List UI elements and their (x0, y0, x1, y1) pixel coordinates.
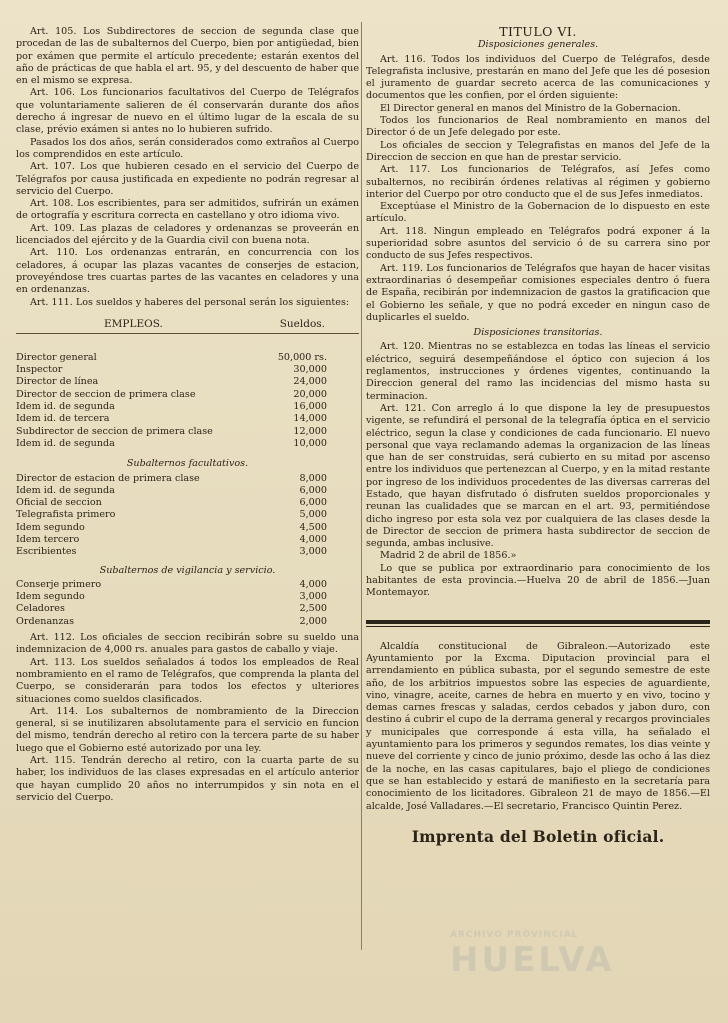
employment-name: Idem id. de segunda (16, 437, 115, 449)
employment-name: Idem id. de tercera (16, 413, 110, 425)
subalternos-vigilancia-heading: Subalternos de vigilancia y servicio. (99, 564, 276, 576)
employment-name: Oficial de seccion (16, 497, 102, 509)
salary-amount: 12,000 (293, 425, 327, 437)
salary-row (16, 591, 359, 603)
salary-amount: 50,000 rs. (277, 351, 327, 363)
salary-table-main (16, 352, 359, 450)
article-121: Art. 121. Con arreglo á lo que dispone la ley de presupuestos vigente, se refundirá el personal de la telegrafía óptica en el servicio eléctrico, segun la clase y condiciones de cada funcionario. El nuevo personal que vaya reclamando ademas la organizacion de las líneas que han de ser construidas, será cubierto en su mitad por ascenso entre los individuos que pertenezcan al Cuerpo, y en la mitad restante por ingreso de los individuos procedentes de las diversas carreras del Estado, que hayan disfrutado ó disfruten sueldos proporcionales y reunan las cualidades que se marcan en el art. 93, permitiéndose dicho ingreso por esta sola vez por cualquiera de las clases desde la de Director de seccion de primera hasta subdirector de seccion de segunda, ambas inclusive. (366, 402, 710, 550)
salary-amount: 8,000 (299, 472, 327, 484)
article-119: Art. 119. Los funcionarios de Telégrafos que hayan de hacer visitas extraordinarias ó desempeñar comisiones especiales dentro ó fuera de España, recibirán por indemnizacion de gastos la gratificacion que el Gobierno les señale, y que no podrá exceder en ningun caso de duplicarles el sueldo. (366, 262, 710, 323)
salary-row (16, 546, 359, 558)
salary-row (16, 401, 359, 413)
salary-amount: 6,000 (299, 484, 327, 496)
salary-row (16, 389, 359, 401)
publication-note: Lo que se publica por extraordinario para conocimiento de los habitantes de esta provincia.—Huelva 20 de abril de 1856.—Juan Montemayor. (366, 562, 710, 599)
article-116-a: El Director general en manos del Ministro de la Gobernacion. (380, 102, 681, 114)
employment-name: Celadores (16, 603, 65, 615)
salary-table-header (16, 317, 359, 334)
employment-name: Ordenanzas (16, 615, 75, 627)
salary-amount: 14,000 (293, 413, 327, 425)
salary-row (16, 364, 359, 376)
employment-name: Idem id. de segunda (16, 401, 115, 413)
salary-amount: 20,000 (293, 388, 327, 400)
right-column (366, 24, 710, 846)
salary-amount: 4,000 (299, 578, 327, 590)
salary-amount: 2,000 (299, 615, 327, 627)
salary-amount: 3,000 (299, 546, 327, 558)
salary-row (16, 522, 359, 534)
salary-amount: 2,500 (299, 603, 327, 615)
salary-table-facultativos (16, 473, 359, 559)
article-117: Art. 117. Los funcionarios de Telégrafos, así Jefes como subalternos, no recibirán órdenes relativas al régimen y gobierno interior del Cuerpo por otro conducto que el de sus Jefes inmediatos. (366, 164, 710, 200)
salary-row (16, 438, 359, 450)
salary-row (16, 352, 359, 364)
salary-amount: 3,000 (299, 591, 327, 603)
article-115: Art. 115. Tendrán derecho al retiro, con la cuarta parte de su haber, los individuos de las clases expresadas en el artículo anterior que hayan cumplido 20 años no interrumpidos y sin nota en el servicio del Cuerpo. (16, 755, 359, 803)
article-116-c: Los oficiales de seccion y Telegrafistas en manos del Jefe de la Direccion de seccion en que han de prestar servicio. (366, 139, 710, 163)
column-divider (361, 22, 362, 950)
article-116: Art. 116. Todos los individuos del Cuerpo de Telégrafos, desde Telegrafista inclusive, prestarán en mano del Jefe que les dé posesion el juramento de guardar secreto acerca de las comunicaciones y documentos que les confien, por el órden siguiente: (366, 53, 710, 102)
employment-name: Director general (16, 351, 97, 363)
alcaldia-notice: Alcaldía constitucional de Gibraleon.—Autorizado este Ayuntamiento por la Excma. Diputacion provincial para el arrendamiento en pública subasta, por el segundo semestre de este año, de los arbitrios impuestos sobre las especies de aguardiente, vino, vinagre, aceite, carnes de hebra en muerto y en vivo, tocino y demas carnes frescas y saladas, cerdos cebados y jabon duro, con destino á cubrir el cupo de la derrama general y recargos provinciales y municipales que corresponde á esta villa, ha señalado el ayuntamiento para los primeros y segundos remates, los dias veinte y nueve del corriente y cinco de junio próximo, desde las ocho á las diez de la noche, en las casas capitulares, bajo el pliego de condiciones que se han establecido y estará de manifiesto en la secretaría para conocimiento de los licitadores. Gibraleon 21 de mayo de 1856.—El alcalde, José Valladares.—El secretario, Francisco Quintin Perez. (366, 640, 710, 812)
empleos-heading: EMPLEOS. (104, 317, 163, 330)
salary-row (16, 579, 359, 591)
salary-row (16, 426, 359, 438)
article-106: Art. 106. Los funcionarios facultativos del Cuerpo de Telégrafos que voluntariamente salieren de él conservarán durante dos años derecho á ingresar de nuevo en el último lugar de la escala de su clase, prévio exámen si antes no lo hubieren sufrido. (16, 87, 359, 136)
sueldos-heading: Sueldos. (279, 317, 325, 330)
salary-amount: 6,000 (299, 497, 327, 509)
article-107: Art. 107. Los que hubieren cesado en el servicio del Cuerpo de Telégrafos por causa justificada en expediente no podrán regresar al servicio del Cuerpo. (16, 161, 359, 197)
employment-name: Subdirector de seccion de primera clase (16, 425, 213, 437)
salary-row (16, 413, 359, 425)
article-105: Art. 105. Los Subdirectores de seccion de segunda clase que procedan de las de subalternos del Cuerpo, bien por antigüedad, bien por exámen que permite el artículo precedente; estarán exentos del año de prácticas de que habla el art. 95, y del descuento de haber que en el mismo se expresa. (16, 26, 360, 87)
employment-name: Director de seccion de primera clase (16, 388, 196, 400)
article-106-cont: Pasados los dos años, serán considerados como extraños al Cuerpo los comprendidos en este artículo. (16, 136, 359, 160)
salary-amount: 5,000 (299, 509, 327, 521)
article-117-a: Exceptúase el Ministro de la Gobernacion de lo dispuesto en este artículo. (366, 201, 710, 225)
salary-amount: 16,000 (293, 401, 327, 413)
employment-name: Idem tercero (16, 533, 80, 545)
decree-date: Madrid 2 de abril de 1856.» (380, 550, 517, 562)
article-109: Art. 109. Las plazas de celadores y ordenanzas se proveerán en licenciados del ejército y de la Guardia civil con buena nota. (16, 222, 359, 247)
salary-row (16, 497, 359, 509)
salary-row (16, 534, 359, 546)
salary-row (16, 473, 359, 485)
employment-name: Conserje primero (16, 578, 102, 590)
employment-name: Director de línea (16, 376, 99, 388)
salary-table-vigilancia (16, 579, 359, 628)
titulo-heading: TITULO VI. (499, 24, 577, 39)
subalternos-facultativos-heading: Subalternos facultativos. (126, 458, 249, 470)
printer-imprint: Imprenta del Boletin oficial. (411, 826, 665, 846)
left-column (16, 26, 359, 804)
salary-amount: 24,000 (293, 376, 327, 388)
article-114: Art. 114. Los subalternos de nombramiento de la Direccion general, si se inutilizaren absolutamente para el servicio en funcion del mismo, tendrán derecho al retiro con la tercera parte de su haber luego que el Gobierno esté autorizado por una ley. (16, 705, 359, 754)
employment-name: Idem id. de segunda (16, 484, 115, 496)
salary-row (16, 376, 359, 388)
archive-watermark: ARCHIVO PROVINCIAL HUELVA (450, 930, 615, 980)
employment-name: Idem segundo (16, 521, 85, 533)
article-112: Art. 112. Los oficiales de seccion recibirán sobre su sueldo una indemnizacion de 4,000 rs. anuales para gastos de caballo y viaje. (16, 632, 359, 656)
article-120: Art. 120. Mientras no se establezca en todas las líneas el servicio eléctrico, seguirá desempeñándose el óptico con sujecion á los reglamentos, instrucciones y órdenes vigentes, continuando la Direccion general del ramo las incidencias del mismo hasta su terminacion. (366, 341, 710, 402)
salary-row (16, 603, 359, 615)
salary-amount: 10,000 (293, 437, 327, 449)
disposiciones-transitorias-heading: Disposiciones transitorias. (473, 327, 603, 339)
employment-name: Escribientes (16, 546, 77, 558)
article-118: Art. 118. Ningun empleado en Telégrafos podrá exponer á la superioridad sobre asuntos del servicio ó de su carrera sino por conducto de sus Jefes respectivos. (366, 225, 710, 262)
salary-row (16, 485, 359, 497)
article-116-b: Todos los funcionarios de Real nombramiento en manos del Director ó de un Jefe delegado por este. (366, 115, 710, 139)
salary-amount: 30,000 (293, 364, 327, 376)
employment-name: Inspector (16, 364, 63, 376)
section-divider (366, 620, 710, 627)
disposiciones-generales-heading: Disposiciones generales. (477, 39, 599, 51)
salary-amount: 4,000 (299, 533, 327, 545)
employment-name: Idem segundo (16, 591, 85, 603)
article-110: Art. 110. Los ordenanzas entrarán, en concurrencia con los celadores, á ocupar las plazas vacantes de conserjes de estacion, proveyéndose tres cuartas partes de las vacantes en celadores y una en ordenanzas. (16, 247, 359, 296)
salary-row (16, 616, 359, 628)
employment-name: Telegrafista primero (16, 509, 116, 521)
employment-name: Director de estacion de primera clase (16, 472, 200, 484)
salary-amount: 4,500 (299, 521, 327, 533)
article-108: Art. 108. Los escribientes, para ser admitidos, sufrirán un exámen de ortografía y escritura correcta en castellano y otro idioma vivo. (16, 198, 359, 222)
article-111: Art. 111. Los sueldos y haberes del personal serán los siguientes: (30, 296, 350, 308)
article-113: Art. 113. Los sueldos señalados á todos los empleados de Real nombramiento en el ramo de Telégrafos, que comprenda la planta del Cuerpo, se considerarán para todos los efectos y ulteriores situaciones como sueldos clasificados. (16, 656, 359, 705)
salary-row (16, 509, 359, 521)
